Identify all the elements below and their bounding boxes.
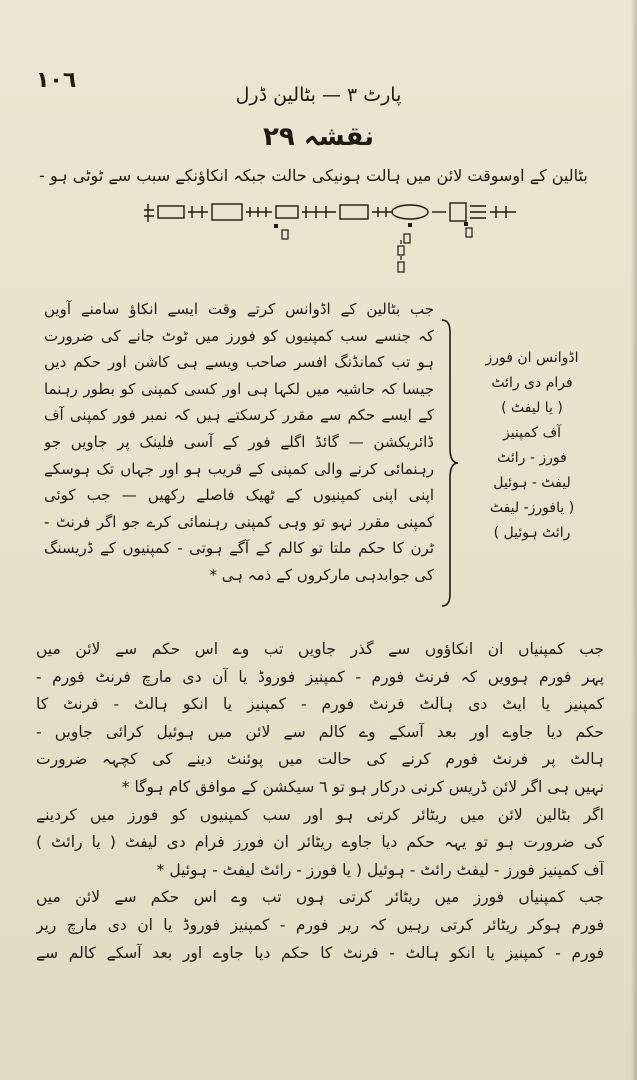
boxed-line: جیسا کہ حاشیہ میں لکہا ہی اور کسی کمپنی کو بطور رہنما (44, 379, 434, 398)
margin-note-line: ( یا لیفٹ ) (501, 400, 563, 416)
running-head: پارٹ ٣ — بٹالین ڈرل (235, 84, 402, 106)
boxed-line: ٹرن کا حکم ملتا تو کالم کے آگے ہوتی - کمپنیوں کے ڈریسنگ (44, 539, 434, 558)
margin-note-line: ( یافورز- لیفٹ (489, 500, 575, 516)
map-caption: بٹالین کے اوسوقت لائن میں ہالت ہونیکی حالت جبکہ انکاؤنکے سبب سے ٹوٹی ہو - (39, 166, 588, 185)
text-line: فورم - کمپنیز یا انکو ہالٹ - فرنٹ کا حکم دیا جاوے اور بعد آسکے کالم سے (36, 943, 604, 962)
text-line: جب کمپنیاں فورز میں ریٹائر کرتی ہوں تب وے اس حکم سے لائن میں (36, 888, 604, 907)
boxed-line: اپنی اپنی کمپنیوں کے ٹھیک فاصلے رکھیں — جب کوئی (44, 486, 434, 505)
formation-diagram (140, 190, 530, 282)
text-line: کمپنیز یا ایٹ دی ہالٹ فرنٹ فورم - کمپنیز یا انکو ہالٹ - فرنٹ کا (36, 695, 604, 714)
text-line: جب کمپنیاں ان انکاؤوں سے گذر جاویں تب وے اس حکم سے لائن میں (36, 640, 604, 658)
margin-note-line: آف کمپنیز (502, 425, 561, 441)
text-line: آف کمپنیز فورز - لیفٹ رائٹ - ہوئیل ( یا فورز - رائٹ لیفٹ - ہوئیل * (156, 860, 604, 879)
margin-note-line: لیفٹ - ہوئیل (493, 475, 571, 491)
text-line: کی ضرورت ہو تو یہہ حکم دیا جاوے ریٹائر ان فورز فرام دی لیفٹ ( یا رائٹ ) (36, 833, 604, 852)
page-number: ١٠٦ (36, 68, 77, 93)
page-header (36, 64, 601, 108)
boxed-line: رہنمائی کرنے والی کمپنی کے قریب ہو اور جہاں تک ہوسکے (44, 459, 434, 478)
boxed-line: ڈائریکشن — گائڈ اگلے فور کے آسی فلینک پر جاویں جو (44, 432, 434, 451)
boxed-line: کمپنی مقرر نہو تو وہی کمپنی رہنمائی کرے جو اگر فرنٹ - (44, 512, 434, 531)
text-line: حکم دیا جاوے اور بعد آسکے وے کالم سے لائن میں ہوئیل کرائی جاویں - (36, 722, 604, 741)
text-line: نہیں ہی اگر لائن ڈریس کرنی درکار ہو تو ٦ سیکشن کے موافق کام ہوگا * (121, 777, 604, 796)
text-line: پہر فورم ہوویں کہ فرنٹ فورم - کمپنیز فوروڈ یا آن دی مارچ فرنٹ فورم - (36, 667, 604, 686)
boxed-line: کے ایسے حکم سے مقرر کرسکتے ہیں کہ نمبر فور کمپنی آف (44, 406, 434, 425)
boxed-line: کی جوابدہی مارکروں کے ذمہ ہی * (209, 565, 434, 584)
boxed-paragraph (44, 296, 434, 632)
map-title: نقشہ ٢٩ (263, 122, 374, 152)
boxed-line: جب بٹالین کے اڈوانس کرتے وقت ایسے انکاؤ سامنے آویں (44, 300, 434, 318)
margin-note-line: رائٹ ہوئیل ) (493, 525, 571, 541)
text-line: فورم ہوکر ریٹائر کرتی رہیں کہ ریر فورم - کمپنیز فوروڈ یا ان دی مارچ ریر (36, 915, 604, 934)
margin-note-line: فورز - رائٹ (497, 450, 567, 466)
boxed-line: کہ جنسے سب کمپنیوں کو فورز میں ٹوٹ جانے کی ضرورت (44, 326, 434, 345)
main-text (36, 636, 604, 967)
boxed-line: ہو تب کمانڈنگ افسر صاحب ویسے ہی کاشن اور حکم دیں (44, 353, 434, 372)
text-line: ہالٹ پر فرنٹ فورم کرنے کی حالت میں پوئنٹ دینے کی کچہہ ضرورت (36, 750, 604, 769)
margin-note-line: فرام دی رائٹ (491, 375, 573, 391)
text-line: اگر بٹالین لائن میں ریٹائر کرتی ہو اور سب کمپنیوں کو فورز میں کردینے (36, 805, 604, 824)
margin-note (462, 346, 602, 546)
margin-note-line: اڈوانس ان فورز (485, 350, 579, 366)
curly-bracket (438, 318, 460, 608)
